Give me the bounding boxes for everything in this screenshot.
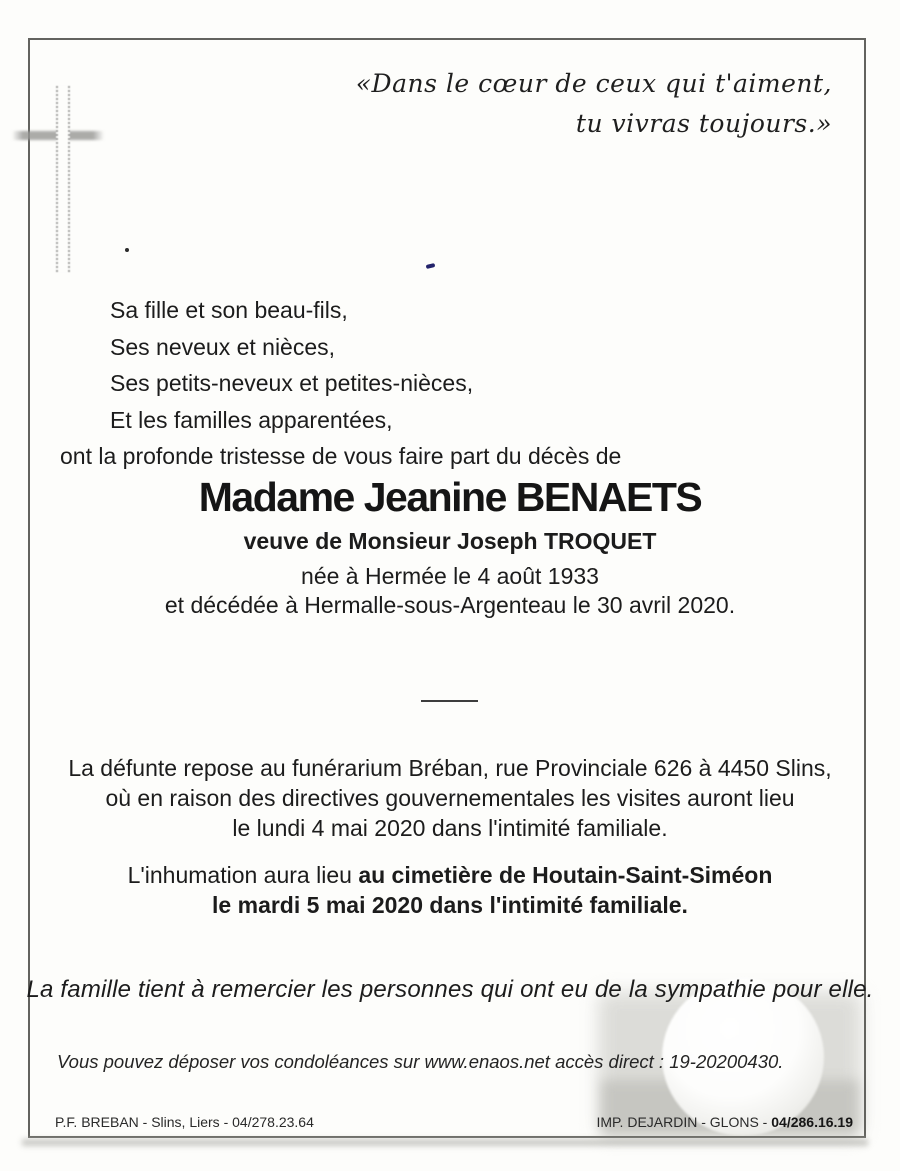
cross-icon-vertical (56, 86, 70, 272)
memorial-quote (356, 64, 832, 144)
condolences-line: Vous pouvez déposer vos condoléances sur www.enaos.net accès direct : 19-20200430. (57, 1051, 784, 1072)
repose-paragraph (0, 753, 900, 843)
printer-footer-text: IMP. DEJARDIN - GLONS - (596, 1114, 772, 1130)
widow-of-line: veuve de Monsieur Joseph TROQUET (243, 528, 657, 554)
family-line: Et les familles apparentées, (110, 406, 393, 433)
thanks-line: La famille tient à remercier les personnes qui ont eu de la sympathie pour elle. (26, 976, 874, 1003)
inhumation-line-1 (0, 861, 900, 891)
repose-line: où en raison des directives gouvernementales les visites auront lieu (105, 785, 795, 811)
funeral-home-footer: P.F. BREBAN - Slins, Liers - 04/278.23.64 (55, 1114, 314, 1130)
inhumation-prefix: L'inhumation aura lieu (127, 862, 359, 888)
repose-line: La défunte repose au funérarium Bréban, rue Provinciale 626 à 4450 Slins, (68, 755, 832, 781)
repose-line: le lundi 4 mai 2020 dans l'intimité familiale. (232, 815, 668, 841)
inhumation-paragraph (0, 861, 900, 920)
announcement-line: ont la profonde tristesse de vous faire part du décès de (60, 443, 622, 469)
deceased-name: Madame Jeanine BENAETS (198, 474, 702, 520)
inhumation-line-2 (0, 891, 900, 921)
printer-footer (596, 1114, 853, 1130)
family-line: Ses petits-neveux et petites-nièces, (110, 370, 474, 396)
family-line: Sa fille et son beau-fils, (110, 297, 348, 323)
birth-line: née à Hermée le 4 août 1933 (301, 563, 599, 589)
quote-line-2: tu vivras toujours.» (575, 109, 832, 138)
inhumation-location: au cimetière de Houtain-Saint-Siméon (358, 862, 773, 888)
quote-line-1: «Dans le cœur de ceux qui t'aiment, (355, 69, 832, 98)
family-line: Ses neveux et nièces, (110, 333, 336, 360)
page-border-shadow (22, 1139, 868, 1146)
death-line: et décédée à Hermalle-sous-Argenteau le 30 avril 2020. (164, 592, 736, 618)
section-divider (421, 700, 478, 702)
family-list (110, 292, 473, 438)
inhumation-date: le mardi 5 mai 2020 dans l'intimité familiale. (212, 891, 688, 918)
printer-footer-phone: 04/286.16.19 (771, 1114, 853, 1130)
ink-dot-artifact (125, 248, 129, 252)
